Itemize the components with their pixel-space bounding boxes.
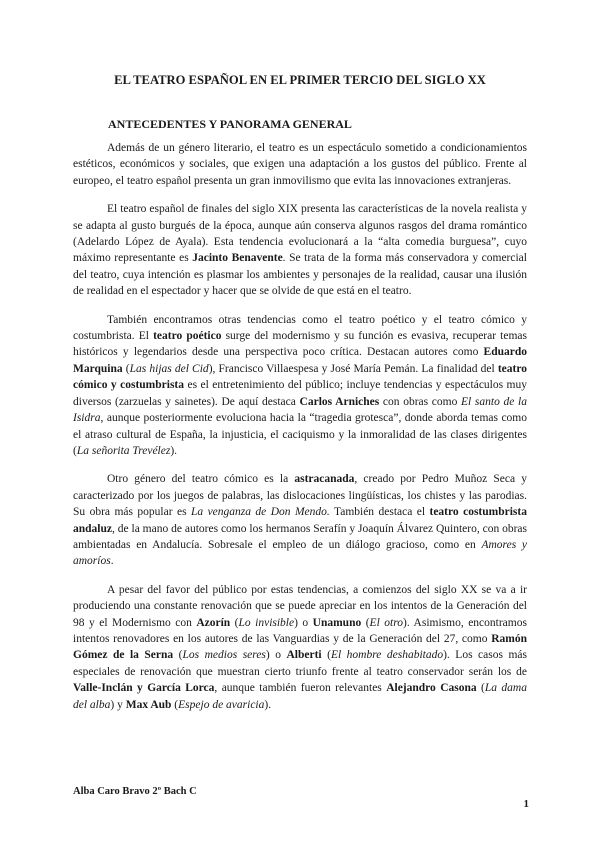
text: ( — [122, 362, 130, 375]
text: surge del modernismo y su función es evasiva, recuperar temas históricos y legendarios desde una perspectiva poco crítica. Destacan autores como — [73, 330, 527, 359]
text: ). Asimismo, encontramos intentos renovadores en los autores de las Vanguardias y de la Generación del 27, como — [73, 616, 527, 645]
bold-text: Carlos Arniches — [299, 395, 380, 408]
page-number: 1 — [523, 798, 529, 810]
text: ), Francisco Villaespesa y José María Pemán. La finalidad del — [208, 362, 498, 375]
text: El teatro español de finales del siglo XIX presenta las características de la novela realista y se adapta al gusto burgués de la época, aunque aún conserva algunos rasgos del drama romántico (Adelardo López de Ayala). Esta tendencia evolucionará a la “alta comedia burguesa”, cuyo máximo representante es — [73, 203, 527, 265]
text: También encontramos otras tendencias como el teatro poético y el teatro cómico y costumbrista. El — [73, 313, 527, 343]
bold-text: teatro poético — [153, 330, 222, 343]
bold-text: teatro costumbrista andaluz — [73, 506, 527, 535]
bold-text: Alejandro Casona — [386, 682, 477, 695]
paragraph-4 — [73, 471, 527, 569]
bold-text: Ramón Gómez de la Serna — [73, 632, 527, 662]
paragraph-2 — [73, 201, 527, 299]
page-footer: Alba Caro Bravo 2º Bach C — [73, 786, 197, 797]
paragraph-1 — [73, 140, 527, 189]
text: ) o — [265, 649, 287, 662]
text: con obras como — [379, 395, 462, 408]
italic-text: Lo invisible — [238, 616, 295, 629]
bold-text: teatro cómico y costumbrista — [73, 362, 527, 392]
italic-text: El santo de la Isidra — [73, 395, 527, 425]
bold-text: Azorín — [196, 616, 231, 629]
bold-text: Alberti — [286, 649, 322, 662]
bold-text: Valle-Inclán y García Lorca — [73, 682, 215, 695]
paragraph-5 — [73, 582, 527, 713]
bold-text: Max Aub — [125, 698, 172, 711]
text: ) o — [294, 616, 313, 629]
italic-text: La dama del alba — [73, 682, 527, 711]
text: También destaca el — [329, 506, 430, 519]
italic-text: La señorita Trevélez — [76, 444, 171, 457]
text: ). Los casos más especiales de renovación que muestran cierto triunfo frente al teatro conservador serán los de — [73, 649, 527, 678]
italic-text: Amores y amoríos — [73, 538, 528, 568]
bold-text: Eduardo Marquina — [73, 346, 527, 375]
italic-text: Los medios seres — [182, 649, 266, 662]
document-body — [73, 140, 527, 725]
text: , aunque posteriormente evoluciona hacia la “tragedia grotesca”, donde aborda temas como el atraso cultural de España, la injusticia, el caciquismo y la inmoralidad de las clases dirigentes ( — [73, 412, 527, 457]
text: ). — [170, 444, 178, 457]
text: ( — [173, 649, 183, 662]
bold-text: Unamuno — [312, 616, 362, 629]
italic-text: El otro — [369, 616, 403, 629]
text: ( — [321, 649, 331, 662]
text: Otro género del teatro cómico es la — [107, 473, 295, 486]
text: ( — [476, 682, 485, 695]
italic-text: Espejo de avaricia — [178, 698, 265, 711]
italic-text: Las hijas del Cid — [129, 362, 209, 375]
text: ( — [361, 616, 370, 629]
paragraph-3 — [73, 312, 527, 460]
text: es el entretenimiento del público; incluye tendencias y espectáculos muy diversos (zarzuelas y sainetes). De aquí destaca — [73, 379, 527, 408]
section-heading: ANTECEDENTES Y PANORAMA GENERAL — [108, 117, 352, 131]
text: . Se trata de la forma más conservadora y comercial del teatro, cuya intención es plasmar los ambientes y personajes de la realidad, causar una ilusión de realidad en el espectador y hacer que se olvide de que está en el teatro. — [73, 252, 527, 298]
text: ) y — [110, 698, 126, 711]
text: Además de un género literario, el teatro es un espectáculo sometido a condicionamientos estéticos, económicos y sociales, que exigen una adaptación a los gustos del público. Frente al europeo, el teatro español presenta un gran inmovilismo que evita las innovaciones extranjeras. — [73, 142, 527, 187]
italic-text: La venganza de Don Mendo. — [190, 506, 330, 519]
text: , de la mano de autores como los hermanos Serafín y Joaquín Álvarez Quintero, con obras ambientadas en Andalucía. Sobresale el empleo de un diálogo gracioso, como en — [73, 522, 527, 551]
bold-text: Jacinto Benavente — [192, 252, 283, 265]
bold-text: astracanada — [294, 473, 355, 486]
italic-text: El hombre deshabitado — [330, 649, 444, 662]
text: A pesar del favor del público por estas tendencias, a comienzos del siglo XX se va a ir produciendo una constante renovación que se puede apreciar en los intentos de la Generación del 98 y el Modernismo con — [73, 583, 527, 629]
text: . — [110, 555, 114, 568]
text: , creado por Pedro Muñoz Seca y caracterizado por los juegos de palabras, las dislocaciones lingüísticas, los chistes y las parodias. Su obra más popular es — [73, 473, 527, 519]
text: ( — [230, 616, 239, 629]
text: , aunque también fueron relevantes — [214, 682, 387, 695]
text: ( — [171, 698, 179, 711]
text: ). — [264, 698, 272, 711]
document-title: EL TEATRO ESPAÑOL EN EL PRIMER TERCIO DEL SIGLO XX — [114, 73, 486, 87]
